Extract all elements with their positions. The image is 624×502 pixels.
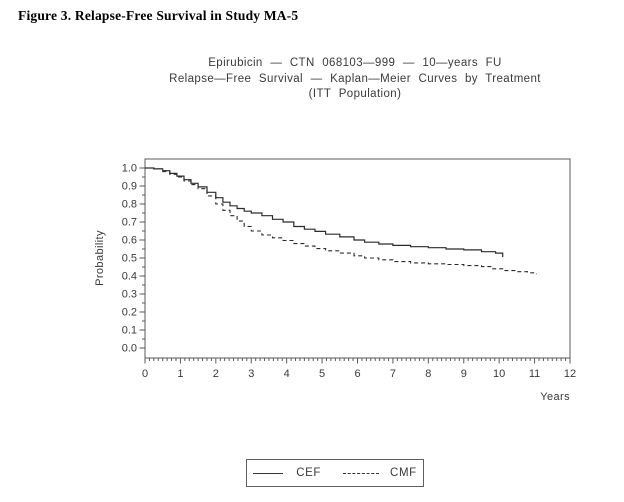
y-tick-label: 1.0 [121,162,137,175]
y-axis-title: Probability [94,230,106,286]
x-tick-label: 7 [389,368,396,380]
cmf-line-sample [343,473,379,474]
x-tick-label: 4 [283,368,290,380]
x-tick-label: 8 [425,368,432,380]
x-tick-label: 6 [354,368,361,380]
x-tick-label: 5 [319,368,326,380]
plot-frame [145,159,570,358]
y-tick-label: 0.6 [121,234,137,247]
y-tick-label: 0.7 [121,216,137,229]
y-tick-label: 0.8 [121,198,137,211]
y-tick-label: 0.1 [121,324,137,337]
x-tick-label: 0 [141,368,149,380]
chart-title-line-1: Epirubicin — CTN 068103—999 — 10—years FU [208,57,502,69]
x-tick-label: 11 [528,368,541,380]
cef-line-sample [253,473,283,474]
x-tick-label: 1 [177,368,184,380]
x-tick-label: 3 [248,368,255,380]
cef-curve [145,168,503,257]
y-tick-label: 0.3 [121,288,137,301]
legend-label-cmf: CMF [390,467,417,479]
x-tick-label: 12 [563,368,577,380]
legend-label-cef: CEF [296,467,322,479]
figure-title: Figure 3. Relapse-Free Survival in Study MA-5 [18,8,299,23]
chart-title-line-2: Relapse—Free Survival — Kaplan—Meier Curves by Treatment [169,72,541,85]
chart-title-line-3: (ITT Population) [308,88,402,100]
x-tick-label: 2 [212,368,219,380]
y-tick-label: 0.2 [121,306,137,319]
y-tick-label: 0.0 [121,342,137,355]
y-tick-label: 0.9 [121,180,137,193]
y-tick-label: 0.5 [121,252,137,265]
y-tick-label: 0.4 [121,270,137,283]
cmf-curve [145,168,536,274]
legend [246,459,424,487]
x-tick-label: 9 [460,368,467,380]
x-tick-label: 10 [493,368,506,380]
x-axis-title: Years [540,391,570,403]
